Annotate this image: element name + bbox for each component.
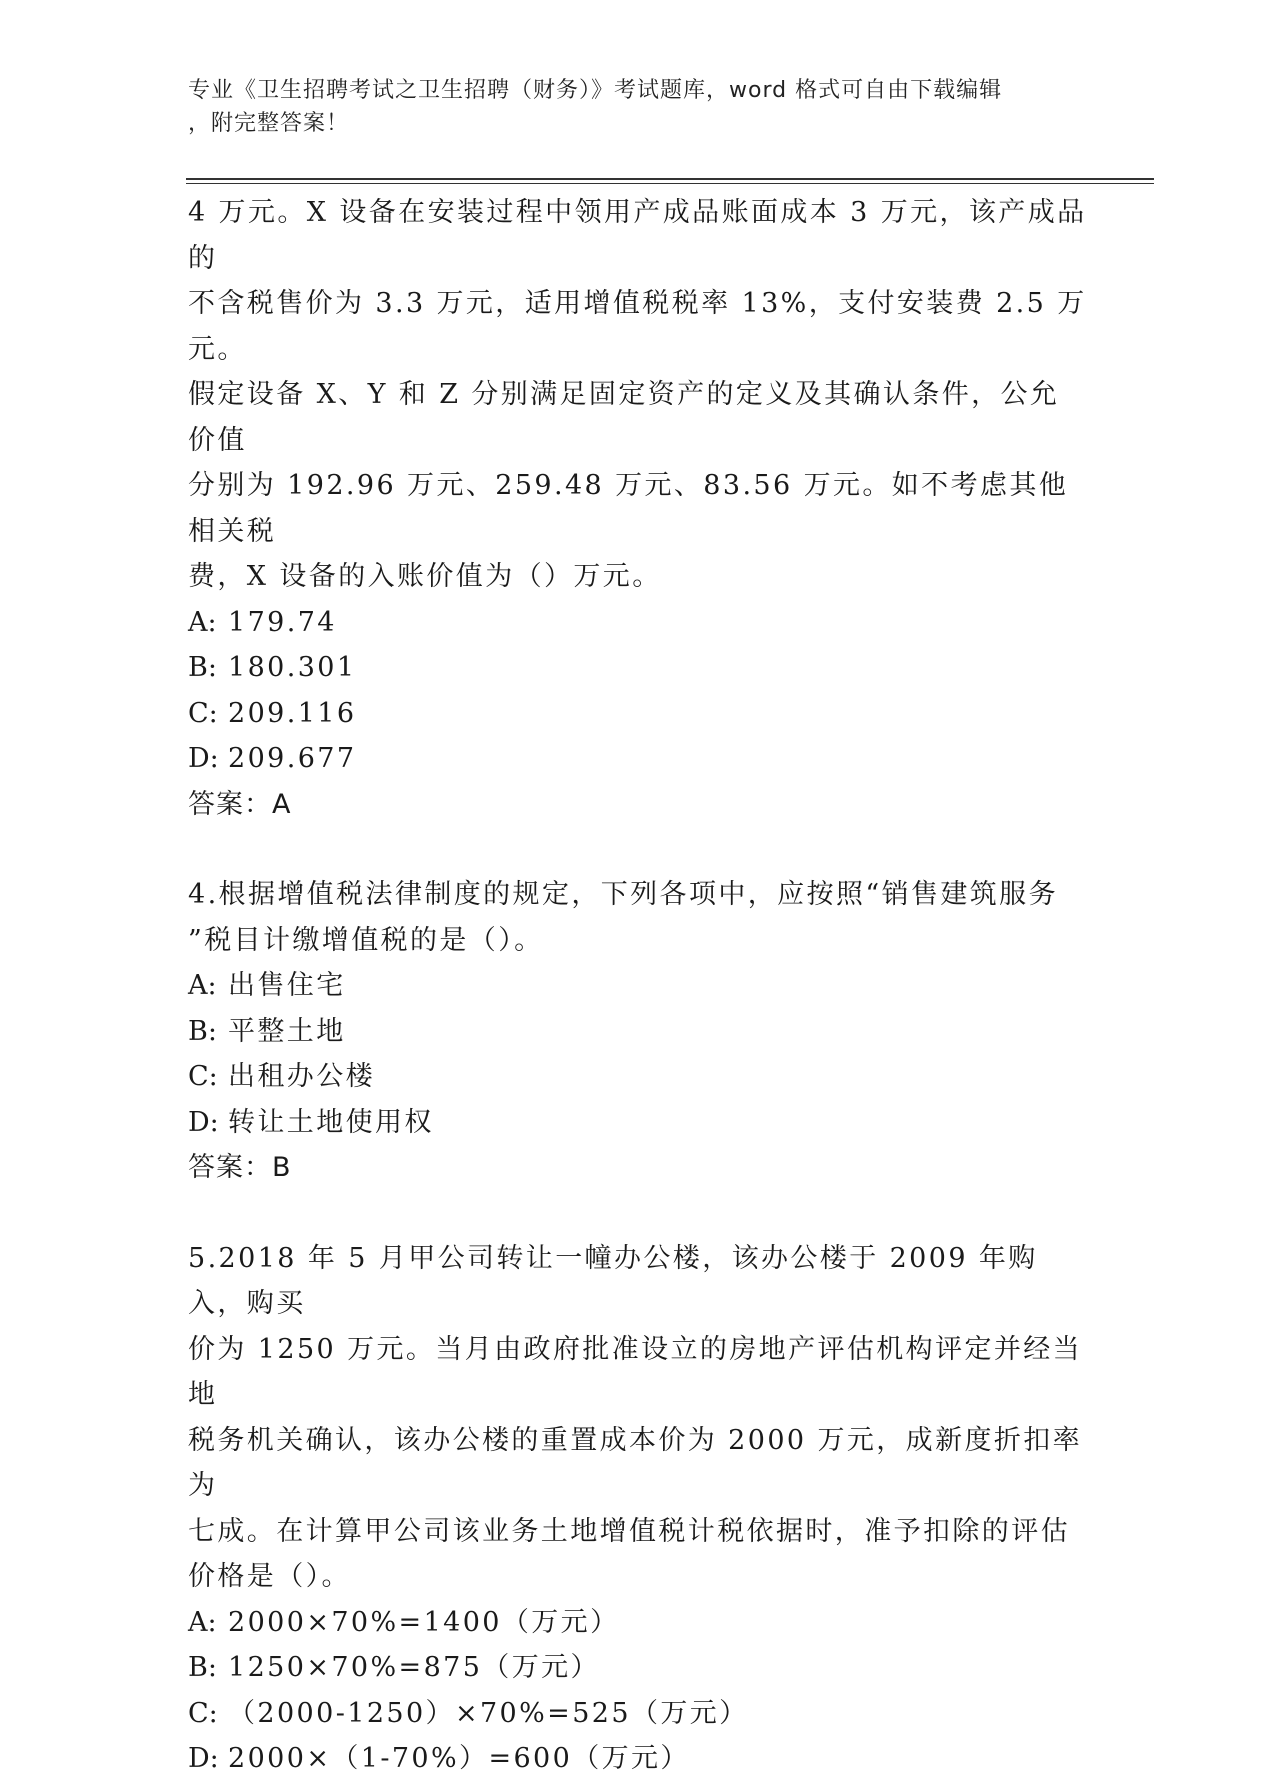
option-text: 出租办公楼 xyxy=(228,1061,375,1092)
question-5-stem-line: 5.2018 年 5 月甲公司转让一幢办公楼，该办公楼于 2009 年购入，购买 xyxy=(188,1242,1038,1319)
question-4 xyxy=(188,872,1088,1191)
question-4-stem-line: ”税目计缴增值税的是（）。 xyxy=(188,924,544,956)
question-5-option-c xyxy=(188,1691,1088,1737)
option-key: B: xyxy=(188,1015,217,1047)
option-text: 2000×70%=1400（万元） xyxy=(228,1606,620,1638)
question-3-stem-line: 费，X 设备的入账价值为（）万元。 xyxy=(188,561,662,592)
option-text: 1250×70%=875（万元） xyxy=(228,1652,600,1683)
option-key: D: xyxy=(188,1743,219,1774)
spacer xyxy=(188,827,1088,872)
question-5-option-d xyxy=(188,1736,1088,1782)
question-5-option-a xyxy=(188,1600,1088,1646)
question-3-stem-line: 分别为 192.96 万元、259.48 万元、83.56 万元。如不考虑其他相关税 xyxy=(188,470,1069,547)
option-text: 出售住宅 xyxy=(228,970,346,1001)
option-text: 转让土地使用权 xyxy=(228,1106,434,1138)
option-key: C: xyxy=(188,1061,218,1092)
question-3-option-a xyxy=(188,600,1088,646)
question-4-option-a xyxy=(188,963,1088,1009)
option-text: 209.116 xyxy=(228,697,357,729)
question-5-stem-line: 税务机关确认，该办公楼的重置成本价为 2000 万元，成新度折扣率为 xyxy=(188,1424,1083,1501)
option-text: 179.74 xyxy=(228,606,337,638)
question-3-option-b xyxy=(188,645,1088,691)
option-text: （2000-1250）×70%=525（万元） xyxy=(228,1697,749,1729)
question-3-option-d xyxy=(188,736,1088,782)
question-4-option-c xyxy=(188,1054,1088,1100)
option-key: D: xyxy=(188,743,219,774)
option-key: A: xyxy=(188,970,217,1001)
option-text: 2000×（1-70%）=600（万元） xyxy=(228,1743,690,1774)
option-text: 平整土地 xyxy=(228,1015,346,1047)
header-divider-thin xyxy=(186,183,1154,184)
question-5-option-b xyxy=(188,1645,1088,1691)
header-title-line-2: ，附完整答案！ xyxy=(188,111,350,136)
option-key: A: xyxy=(188,606,217,638)
question-3 xyxy=(188,190,1088,827)
option-key: A: xyxy=(188,1606,217,1638)
option-text: 180.301 xyxy=(228,652,357,683)
question-4-option-b xyxy=(188,1009,1088,1055)
question-5-stem-line: 价格是（）。 xyxy=(188,1561,351,1592)
option-key: D: xyxy=(188,1106,219,1138)
option-key: B: xyxy=(188,1652,217,1683)
page-header xyxy=(188,74,1068,140)
question-3-stem-line: 4 万元。X 设备在安装过程中领用产成品账面成本 3 万元，该产成品的 xyxy=(188,197,1087,274)
question-3-stem-line: 不含税售价为 3.3 万元，适用增值税税率 13%，支付安装费 2.5 万元。 xyxy=(188,288,1087,365)
option-key: B: xyxy=(188,652,217,683)
header-divider-thick xyxy=(186,178,1154,180)
header-title-line-1: 专业《卫生招聘考试之卫生招聘（财务）》考试题库，word 格式可自由下载编辑 xyxy=(188,78,1003,103)
question-content xyxy=(188,190,1088,1782)
question-5 xyxy=(188,1236,1088,1782)
option-text: 209.677 xyxy=(228,743,357,774)
question-3-stem-line: 假定设备 X、Y 和 Z 分别满足固定资产的定义及其确认条件，公允价值 xyxy=(188,379,1060,456)
question-4-answer: 答案：B xyxy=(188,1152,292,1183)
option-key: C: xyxy=(188,697,218,729)
option-key: C: xyxy=(188,1697,218,1729)
question-3-answer: 答案：A xyxy=(188,788,292,820)
question-5-stem-line: 价为 1250 万元。当月由政府批准设立的房地产评估机构评定并经当地 xyxy=(188,1333,1083,1410)
spacer xyxy=(188,1191,1088,1236)
question-3-option-c xyxy=(188,691,1088,737)
question-4-stem-line: 4.根据增值税法律制度的规定，下列各项中，应按照“销售建筑服务 xyxy=(188,879,1058,910)
question-4-option-d xyxy=(188,1100,1088,1146)
question-5-stem-line: 七成。在计算甲公司该业务土地增值税计税依据时，准予扣除的评估 xyxy=(188,1515,1070,1547)
